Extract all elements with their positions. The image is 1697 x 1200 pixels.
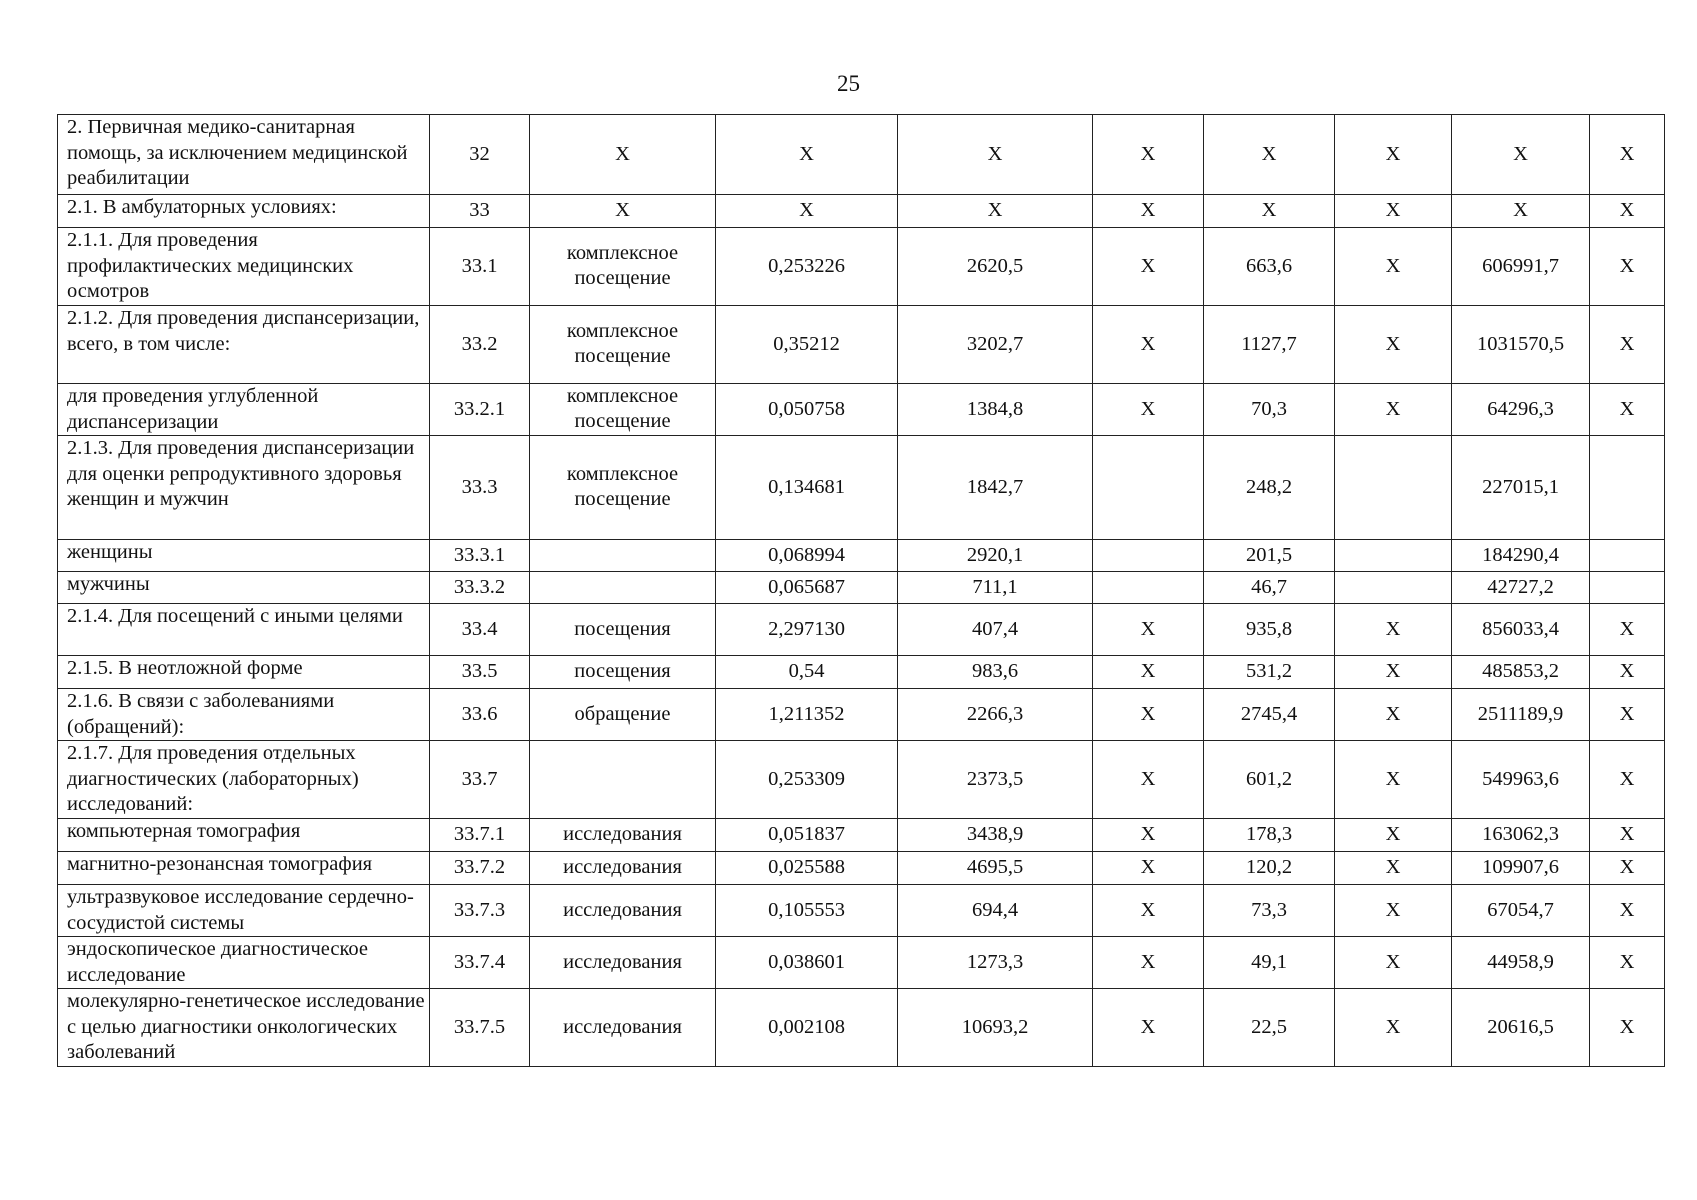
row-col6: 67054,7 [1452, 885, 1590, 937]
row-col1: 2,297130 [716, 604, 898, 656]
row-col6: 856033,4 [1452, 604, 1590, 656]
row-col1: 0,105553 [716, 885, 898, 937]
row-code: 33.3 [430, 436, 530, 540]
row-col1: 0,54 [716, 656, 898, 689]
row-col3: Х [1093, 689, 1204, 741]
row-col3 [1093, 436, 1204, 540]
row-code: 33.2 [430, 306, 530, 384]
row-col1: Х [716, 115, 898, 195]
row-unit: исследования [530, 852, 716, 885]
row-col6: 2511189,9 [1452, 689, 1590, 741]
row-name: 2.1.4. Для посещений с иными целями [58, 604, 430, 656]
row-name: 2.1. В амбулаторных условиях: [58, 195, 430, 228]
row-unit: исследования [530, 937, 716, 989]
row-col1: Х [716, 195, 898, 228]
row-col3: Х [1093, 741, 1204, 819]
row-unit: обращение [530, 689, 716, 741]
table-row [58, 115, 1665, 195]
row-col4: 178,3 [1204, 819, 1335, 852]
row-col6: 606991,7 [1452, 228, 1590, 306]
row-col5: Х [1335, 989, 1452, 1067]
row-col1: 0,253226 [716, 228, 898, 306]
row-col7: Х [1590, 384, 1665, 436]
row-name: мужчины [58, 572, 430, 604]
row-col5 [1335, 572, 1452, 604]
row-unit: исследования [530, 989, 716, 1067]
table-row [58, 989, 1665, 1067]
row-col7: Х [1590, 604, 1665, 656]
row-col5: Х [1335, 885, 1452, 937]
row-col2: 4695,5 [898, 852, 1093, 885]
row-col2: 711,1 [898, 572, 1093, 604]
row-col7: Х [1590, 741, 1665, 819]
row-unit [530, 306, 716, 384]
row-col1: 0,038601 [716, 937, 898, 989]
row-unit [530, 572, 716, 604]
row-code: 33.6 [430, 689, 530, 741]
row-col1: 0,065687 [716, 572, 898, 604]
row-name: женщины [58, 540, 430, 572]
table-row [58, 885, 1665, 937]
row-name: 2. Первичная медико-санитарная помощь, за исключением медицинской реабилитации [58, 115, 430, 195]
row-name: 2.1.2. Для проведения диспансеризации, всего, в том числе: [58, 306, 430, 384]
row-col5: Х [1335, 604, 1452, 656]
row-col4: 49,1 [1204, 937, 1335, 989]
table-row [58, 306, 1665, 384]
row-col4: 1127,7 [1204, 306, 1335, 384]
row-col7: Х [1590, 195, 1665, 228]
table-row [58, 228, 1665, 306]
row-code: 33.2.1 [430, 384, 530, 436]
row-unit [530, 540, 716, 572]
row-code: 33.1 [430, 228, 530, 306]
row-code: 33.7.5 [430, 989, 530, 1067]
row-col3: Х [1093, 852, 1204, 885]
row-col2: 2373,5 [898, 741, 1093, 819]
unit-text: комплексное посещение [566, 320, 679, 368]
row-code: 33.7.4 [430, 937, 530, 989]
row-col5: Х [1335, 115, 1452, 195]
row-col2: 1273,3 [898, 937, 1093, 989]
row-name: ультразвуковое исследование сердечно-сосудистой системы [58, 885, 430, 937]
row-col5 [1335, 436, 1452, 540]
row-col4: 201,5 [1204, 540, 1335, 572]
row-col3: Х [1093, 384, 1204, 436]
row-unit: исследования [530, 819, 716, 852]
row-col5: Х [1335, 937, 1452, 989]
row-unit [530, 384, 716, 436]
row-col7: Х [1590, 656, 1665, 689]
row-col3 [1093, 540, 1204, 572]
row-col6: 64296,3 [1452, 384, 1590, 436]
page-number: 25 [837, 71, 860, 96]
row-col1: 0,002108 [716, 989, 898, 1067]
table-row [58, 937, 1665, 989]
row-col1: 1,211352 [716, 689, 898, 741]
row-col3: Х [1093, 604, 1204, 656]
row-code: 33.7.2 [430, 852, 530, 885]
row-col3: Х [1093, 195, 1204, 228]
row-col3: Х [1093, 937, 1204, 989]
row-col7 [1590, 540, 1665, 572]
table-row [58, 741, 1665, 819]
row-col7: Х [1590, 885, 1665, 937]
row-col1: 0,051837 [716, 819, 898, 852]
row-col2: Х [898, 115, 1093, 195]
unit-text: комплексное посещение [566, 242, 679, 290]
table-row [58, 384, 1665, 436]
table-row [58, 436, 1665, 540]
unit-text: комплексное посещение [566, 385, 679, 433]
row-code: 33 [430, 195, 530, 228]
table-row [58, 572, 1665, 604]
row-col4: Х [1204, 115, 1335, 195]
row-code: 32 [430, 115, 530, 195]
row-name: 2.1.7. Для проведения отдельных диагностических (лабораторных) исследований: [58, 741, 430, 819]
row-code: 33.7 [430, 741, 530, 819]
row-col7: Х [1590, 819, 1665, 852]
row-col6: Х [1452, 115, 1590, 195]
row-col3 [1093, 572, 1204, 604]
row-col4: 248,2 [1204, 436, 1335, 540]
row-col3: Х [1093, 885, 1204, 937]
row-col3: Х [1093, 306, 1204, 384]
row-col5: Х [1335, 228, 1452, 306]
row-col1: 0,025588 [716, 852, 898, 885]
row-col4: Х [1204, 195, 1335, 228]
table-row [58, 656, 1665, 689]
row-col4: 70,3 [1204, 384, 1335, 436]
row-name: компьютерная томография [58, 819, 430, 852]
row-name: 2.1.1. Для проведения профилактических медицинских осмотров [58, 228, 430, 306]
row-col2: 2620,5 [898, 228, 1093, 306]
row-code: 33.3.1 [430, 540, 530, 572]
row-col7: Х [1590, 852, 1665, 885]
row-col2: 3438,9 [898, 819, 1093, 852]
row-col3: Х [1093, 819, 1204, 852]
row-col6: 44958,9 [1452, 937, 1590, 989]
row-col5: Х [1335, 852, 1452, 885]
row-col3: Х [1093, 228, 1204, 306]
row-col7: Х [1590, 989, 1665, 1067]
table-row [58, 819, 1665, 852]
row-col2: 1842,7 [898, 436, 1093, 540]
row-col5: Х [1335, 741, 1452, 819]
row-name: 2.1.6. В связи с заболеваниями (обращений): [58, 689, 430, 741]
unit-text: комплексное посещение [566, 463, 679, 511]
row-col4: 663,6 [1204, 228, 1335, 306]
row-col6: 42727,2 [1452, 572, 1590, 604]
row-col6: Х [1452, 195, 1590, 228]
row-unit [530, 228, 716, 306]
row-unit: посещения [530, 604, 716, 656]
row-col2: 694,4 [898, 885, 1093, 937]
table-row [58, 540, 1665, 572]
row-col4: 120,2 [1204, 852, 1335, 885]
row-col2: 3202,7 [898, 306, 1093, 384]
row-unit: Х [530, 195, 716, 228]
row-code: 33.3.2 [430, 572, 530, 604]
medical-care-table [57, 114, 1665, 1067]
row-code: 33.7.1 [430, 819, 530, 852]
row-col1: 0,068994 [716, 540, 898, 572]
row-col7: Х [1590, 228, 1665, 306]
row-col2: 407,4 [898, 604, 1093, 656]
row-col5: Х [1335, 195, 1452, 228]
row-col4: 2745,4 [1204, 689, 1335, 741]
row-col7: Х [1590, 937, 1665, 989]
row-col6: 549963,6 [1452, 741, 1590, 819]
row-col6: 109907,6 [1452, 852, 1590, 885]
row-col7 [1590, 572, 1665, 604]
row-unit: Х [530, 115, 716, 195]
row-col5 [1335, 540, 1452, 572]
row-col2: 2266,3 [898, 689, 1093, 741]
row-col4: 601,2 [1204, 741, 1335, 819]
row-unit [530, 741, 716, 819]
row-col5: Х [1335, 384, 1452, 436]
row-unit [530, 436, 716, 540]
row-col5: Х [1335, 689, 1452, 741]
table-row [58, 604, 1665, 656]
row-col1: 0,35212 [716, 306, 898, 384]
row-col4: 46,7 [1204, 572, 1335, 604]
row-col7: Х [1590, 115, 1665, 195]
row-col6: 163062,3 [1452, 819, 1590, 852]
row-col5: Х [1335, 306, 1452, 384]
row-unit: исследования [530, 885, 716, 937]
row-col6: 20616,5 [1452, 989, 1590, 1067]
row-col6: 485853,2 [1452, 656, 1590, 689]
row-name: эндоскопическое диагностическое исследование [58, 937, 430, 989]
row-col3: Х [1093, 989, 1204, 1067]
row-col3: Х [1093, 656, 1204, 689]
row-code: 33.4 [430, 604, 530, 656]
row-col4: 73,3 [1204, 885, 1335, 937]
row-col2: 1384,8 [898, 384, 1093, 436]
table-row [58, 689, 1665, 741]
row-col6: 1031570,5 [1452, 306, 1590, 384]
row-col3: Х [1093, 115, 1204, 195]
row-col2: Х [898, 195, 1093, 228]
row-unit: посещения [530, 656, 716, 689]
row-col1: 0,253309 [716, 741, 898, 819]
row-col2: 10693,2 [898, 989, 1093, 1067]
row-name: 2.1.3. Для проведения диспансеризации для оценки репродуктивного здоровья женщин и мужчин [58, 436, 430, 540]
table-row [58, 852, 1665, 885]
row-col2: 2920,1 [898, 540, 1093, 572]
row-name: молекулярно-генетическое исследование с целью диагностики онкологических заболеваний [58, 989, 430, 1067]
row-col6: 227015,1 [1452, 436, 1590, 540]
row-col7: Х [1590, 689, 1665, 741]
row-col4: 22,5 [1204, 989, 1335, 1067]
row-name: 2.1.5. В неотложной форме [58, 656, 430, 689]
row-col1: 0,134681 [716, 436, 898, 540]
row-col4: 531,2 [1204, 656, 1335, 689]
row-col6: 184290,4 [1452, 540, 1590, 572]
row-name: для проведения углубленной диспансеризации [58, 384, 430, 436]
table-row [58, 195, 1665, 228]
row-col7 [1590, 436, 1665, 540]
row-col7: Х [1590, 306, 1665, 384]
row-col2: 983,6 [898, 656, 1093, 689]
row-col1: 0,050758 [716, 384, 898, 436]
row-code: 33.5 [430, 656, 530, 689]
row-name: магнитно-резонансная томография [58, 852, 430, 885]
row-col5: Х [1335, 656, 1452, 689]
row-col4: 935,8 [1204, 604, 1335, 656]
row-code: 33.7.3 [430, 885, 530, 937]
row-col5: Х [1335, 819, 1452, 852]
